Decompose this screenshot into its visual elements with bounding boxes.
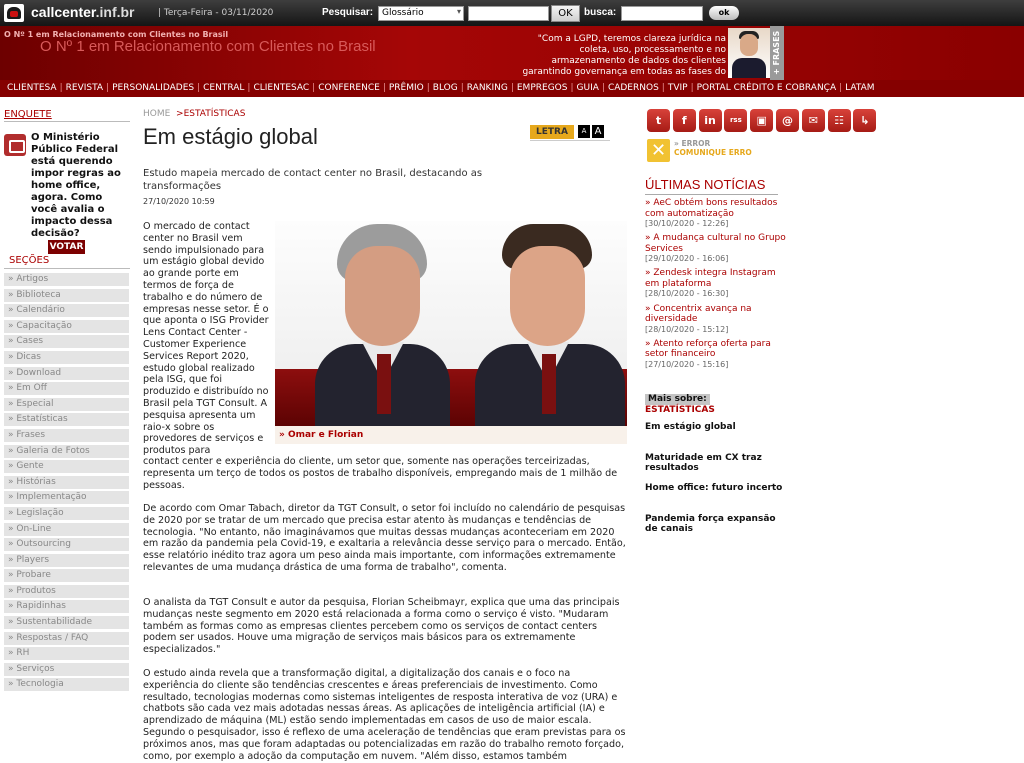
nav-item[interactable]: CLIENTESA [7, 83, 57, 93]
banner-quote[interactable]: "Com a LGPD, teremos clareza jurídica na coleta, uso, processamento e no armazenamento de dados dos clientes garantindo governança em todas as fases do [522, 34, 726, 77]
nav-item[interactable]: LATAM [845, 83, 875, 93]
article-paragraph-4: O estudo ainda revela que a transformação digital, a digitalização dos canais e o foco na experiência do cliente são tendências crescentes e áreas preferenciais de investimento. Como resultado, tecnologias modernas como sistemas inteligentes de resposta interativa de voz (URA) e chatbots são cada vez mais adotadas nessas áreas. As aplicações de inteligência artificial (IA) e aprendizado de máquina (ML) estão sendo implementadas em casos de uso de maior escala. Segundo o pesquisador, isso é reflexo de uma aceleração de tendências que eram previstas para os próximos anos, mas que foram adaptadas ou potencializadas em razão do trabalho remoto forçado, como, por exemplo a adoção da computação em nuvem. "Além disso, estamos também [143, 668, 626, 762]
search-input[interactable] [468, 6, 549, 21]
logo-main: callcenter [31, 4, 96, 20]
news-item[interactable] [645, 268, 790, 303]
section-item[interactable]: » Outsourcing [4, 538, 129, 551]
banner-tagline: O Nº 1 em Relacionamento com Clientes no Brasil [40, 38, 376, 55]
news-title[interactable]: » Concentrix avança na diversidade [645, 303, 752, 325]
nav-separator: | [690, 83, 694, 93]
top-bar [0, 0, 1024, 26]
nav-separator: | [460, 83, 464, 93]
nav-separator: | [59, 83, 63, 93]
nav-separator: | [197, 83, 201, 93]
print-icon[interactable]: ▣ [750, 109, 773, 132]
section-item[interactable]: » On-Line [4, 523, 129, 536]
latest-news-title: ÚLTIMAS NOTÍCIAS [645, 177, 766, 192]
search-category-select[interactable] [378, 6, 464, 21]
linkedin-icon[interactable]: in [699, 109, 722, 132]
divider [645, 194, 778, 195]
nav-item[interactable]: PERSONALIDADES [112, 83, 195, 93]
nav-item[interactable]: PRÊMIO [388, 83, 424, 93]
nav-separator: | [510, 83, 514, 93]
news-item[interactable] [645, 339, 790, 374]
busca-input[interactable] [621, 6, 703, 21]
photo-caption: » Omar e Florian [275, 426, 627, 444]
section-item[interactable]: » Players [4, 554, 129, 567]
news-title[interactable]: » Zendesk integra Instagram em plataforma [645, 268, 776, 289]
facebook-icon[interactable]: f [673, 109, 696, 132]
divider [4, 121, 130, 122]
error-label: » ERROR [674, 139, 711, 148]
section-item[interactable]: » Especial [4, 398, 129, 411]
article-paragraph-2: De acordo com Omar Tabach, diretor da TGT Consult, o setor foi incluído no calendário de pesquisas de 2020 por se tratar de um mercado que precisa estar atento às mudanças e tendências de tecnologia. "No entanto, não imaginávamos que muitas dessas mudanças aconteceriam em 2020 em razão da pandemia pela Covid-19, e exaltaria a relevância desse serviço para o mercado. Então, esse relatório inédito traz agora um peso ainda mais importante, com informações extremamente relevantes de uma mudança drástica de uma forma de trabalho", comenta. [143, 503, 626, 573]
search-ok-button[interactable]: OK [551, 5, 580, 22]
share-icon[interactable]: ↳ [853, 109, 876, 132]
section-item[interactable]: » Gente [4, 460, 129, 473]
person-omar [315, 224, 427, 424]
busca-ok-button[interactable]: ok [709, 6, 739, 20]
twitter-icon[interactable]: t [647, 109, 670, 132]
section-item[interactable]: » Respostas / FAQ [4, 632, 129, 645]
nav-separator: | [601, 83, 605, 93]
news-title[interactable]: » AeC obtém bons resultados com automatização [645, 198, 778, 219]
person-florian [480, 224, 592, 424]
section-item[interactable]: » Sustentabilidade [4, 616, 129, 629]
nav-separator: | [312, 83, 316, 93]
section-item[interactable]: » Download [4, 367, 129, 380]
busca-label: busca: [584, 7, 617, 18]
frases-link[interactable]: + FRASES [770, 26, 784, 80]
section-item[interactable]: » Histórias [4, 476, 129, 489]
article-title: Em estágio global [143, 124, 318, 149]
error-icon[interactable]: ✕ [647, 139, 670, 162]
nav-separator: | [570, 83, 574, 93]
nav-separator: | [661, 83, 665, 93]
article-photo [275, 221, 627, 426]
nav-item[interactable]: TVIP [667, 83, 688, 93]
section-item[interactable]: » Legislação [4, 507, 129, 520]
section-item[interactable]: » Artigos [4, 273, 129, 286]
news-title[interactable]: » A mudança cultural no Grupo Services [645, 233, 786, 254]
section-item[interactable]: » Estatísticas [4, 413, 129, 426]
nav-item[interactable]: CADERNOS [607, 83, 659, 93]
news-date: [28/10/2020 - 15:12] [645, 324, 729, 334]
related-article[interactable]: Em estágio global [645, 422, 736, 432]
search-label: Pesquisar: [322, 7, 374, 18]
section-item[interactable]: » Capacitação [4, 320, 129, 333]
font-decrease-button[interactable]: A [578, 125, 590, 138]
news-item[interactable] [645, 198, 790, 233]
news-item[interactable] [645, 304, 790, 339]
related-articles-list [645, 422, 790, 544]
send-icon[interactable]: ✉ [802, 109, 825, 132]
breadcrumb-home[interactable]: HOME [143, 109, 171, 119]
nav-item[interactable]: EMPREGOS [516, 83, 568, 93]
article-date: 27/10/2020 10:59 [143, 197, 215, 206]
breadcrumb-separator: > [176, 109, 184, 119]
section-item[interactable]: » Serviços [4, 663, 129, 676]
current-date: | Terça-Feira - 03/11/2020 [158, 8, 274, 18]
article-paragraph-1-cont: contact center e experiência do cliente, um setor que, somente nas operações terceirizadas, representa um terço de todos os postos de trabalho disponíveis, empregando mais de 1 milhão de pessoas. [143, 456, 618, 491]
nav-separator: | [382, 83, 386, 93]
email-icon[interactable]: @ [776, 109, 799, 132]
section-item[interactable]: » Calendário [4, 304, 129, 317]
section-item[interactable]: » Rapidinhas [4, 600, 129, 613]
report-error-link[interactable] [674, 139, 752, 157]
main-nav [0, 80, 1024, 97]
nav-separator: | [839, 83, 843, 93]
nav-item[interactable]: RANKING [466, 83, 508, 93]
nav-item[interactable]: BLOG [432, 83, 458, 93]
search-category-value: Glossário [382, 8, 424, 18]
nav-item[interactable]: CLIENTESAC [253, 83, 310, 93]
sections-list [4, 273, 129, 694]
logo-icon[interactable] [4, 4, 24, 22]
section-item[interactable]: » Cases [4, 335, 129, 348]
section-item[interactable]: » Biblioteca [4, 289, 129, 302]
section-item[interactable]: » Implementação [4, 491, 129, 504]
nav-item[interactable]: REVISTA [65, 83, 104, 93]
divider [4, 268, 130, 269]
nav-separator: | [247, 83, 251, 93]
latest-news-list [645, 198, 790, 374]
mais-sobre-label: Mais sobre: [645, 394, 710, 405]
logo-domain: .inf.br [95, 4, 135, 20]
secoes-title: SEÇÕES [9, 255, 50, 266]
rss-icon[interactable]: rss [724, 109, 747, 132]
poll-icon [4, 134, 26, 156]
news-item[interactable] [645, 233, 790, 268]
poll-question[interactable]: O Ministério Público Federal está querendo impor regras ao home office, agora. Como você avalia o impacto dessa decisão? [31, 132, 121, 239]
news-title[interactable]: » Atento reforça oferta para setor financeiro [645, 338, 771, 360]
bookmark-icon[interactable]: ☷ [828, 109, 851, 132]
site-logo[interactable] [31, 4, 135, 20]
banner-tagline-small: O Nº 1 em Relacionamento com Clientes no Brasil [4, 30, 229, 39]
nav-item[interactable]: GUIA [576, 83, 599, 93]
news-date: [27/10/2020 - 15:16] [645, 359, 729, 369]
chevron-down-icon: ▾ [456, 7, 461, 16]
quote-author-photo [728, 28, 770, 78]
font-increase-button[interactable]: A [592, 125, 604, 138]
vote-button[interactable]: VOTAR [49, 242, 84, 252]
news-date: [28/10/2020 - 16:30] [645, 289, 729, 299]
related-article[interactable]: Maturidade em CX traz resultados [645, 452, 762, 474]
related-article[interactable]: Home office: futuro incerto [645, 483, 783, 493]
nav-item[interactable]: CENTRAL [203, 83, 245, 93]
section-item[interactable]: » Galeria de Fotos [4, 445, 129, 458]
report-error-label: COMUNIQUE ERRO [674, 148, 752, 157]
section-item[interactable]: » Probare [4, 569, 129, 582]
article-subtitle: Estudo mapeia mercado de contact center no Brasil, destacando as transformações [143, 168, 483, 192]
section-item[interactable]: » Produtos [4, 585, 129, 598]
nav-separator: | [106, 83, 110, 93]
mais-sobre-category[interactable]: ESTATÍSTICAS [645, 405, 715, 415]
nav-separator: | [426, 83, 430, 93]
enquete-title[interactable]: ENQUETE [4, 109, 52, 120]
font-size-label: LETRA [530, 125, 574, 139]
section-item[interactable]: » Frases [4, 429, 129, 442]
nav-item[interactable]: CONFERENCE [318, 83, 380, 93]
section-item[interactable]: » Em Off [4, 382, 129, 395]
divider [530, 140, 610, 141]
article-paragraph-3: O analista da TGT Consult e autor da pesquisa, Florian Scheibmayr, explica que uma das principais mudanças neste segmento em 2020 está relacionada a forma como o serviço é visto. "Mudaram também as formas como as empresas clientes percebem como os serviços de contact centers podem ser usados. Houve uma migração de serviços mais básicos para os extremamente especializados." [143, 597, 620, 656]
section-item[interactable]: » RH [4, 647, 129, 660]
section-item[interactable]: » Dicas [4, 351, 129, 364]
nav-item[interactable]: PORTAL CRÉDITO E COBRANÇA [696, 83, 837, 93]
article-paragraph-1: O mercado de contact center no Brasil vem sendo impulsionado para um estágio global devido ao grande porte em termos de força de trabalho e do número de empresas nesse setor. É o que aponta o ISG Provider Lens Contact Center - Customer Experience Services Report 2020, estudo global realizado pela ISG, que foi produzido e distribuído no Brasil pela TGT Consult. A pesquisa apresenta um raio-x sobre os provedores de serviços e produtos para [143, 221, 269, 457]
news-date: [29/10/2020 - 16:06] [645, 254, 729, 264]
breadcrumb [143, 109, 245, 119]
header-banner [0, 26, 1024, 80]
breadcrumb-current[interactable]: ESTATÍSTICAS [183, 109, 246, 119]
related-article[interactable]: Pandemia força expansão de canais [645, 513, 776, 535]
news-date: [30/10/2020 - 12:26] [645, 219, 729, 228]
section-item[interactable]: » Tecnologia [4, 678, 129, 691]
